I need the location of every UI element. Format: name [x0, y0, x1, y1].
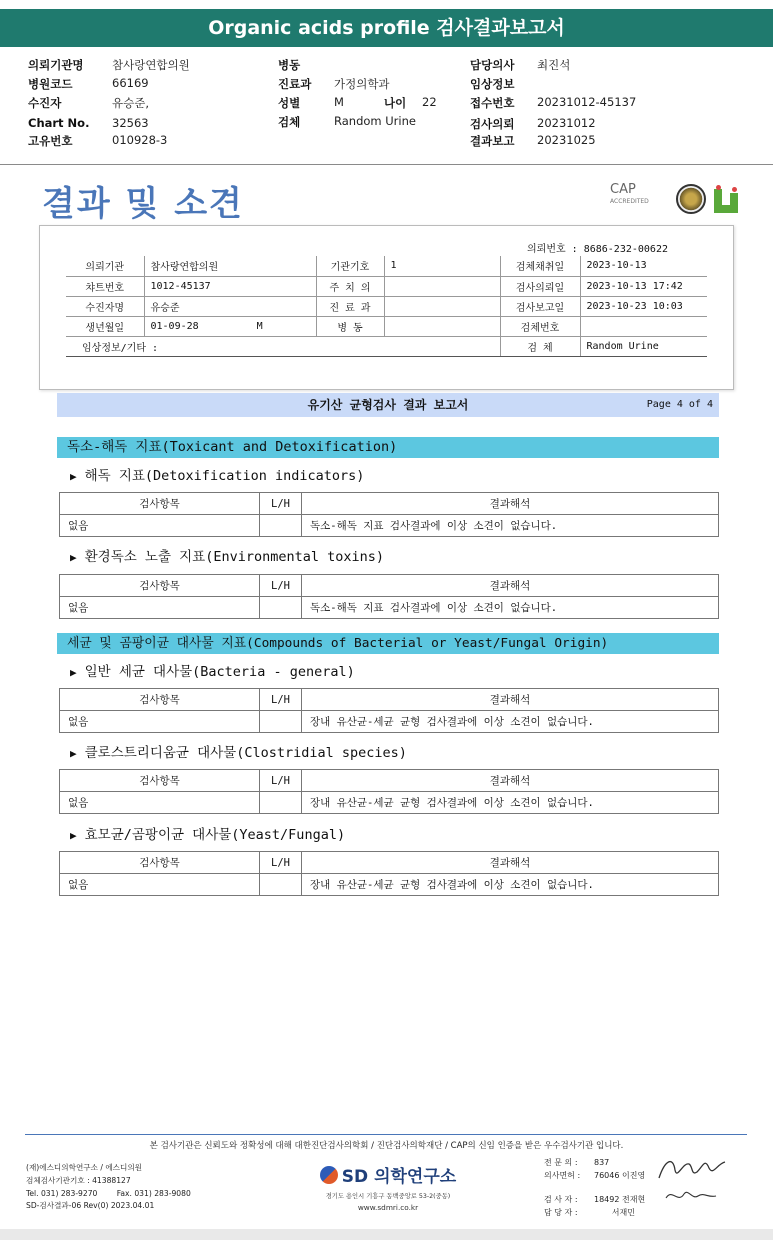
footer-staff [544, 1157, 645, 1219]
lh-cell [260, 874, 302, 896]
sub-section-title [70, 464, 364, 484]
footer-url: www.sdmri.co.kr [357, 1203, 419, 1212]
header-value: 20231012 [537, 116, 596, 130]
result-table [59, 492, 719, 537]
cap-sub-text: ACCREDITED [610, 198, 649, 205]
sd-logo [318, 1162, 458, 1187]
staff-value: 837 [594, 1158, 610, 1167]
footer-note: 본 검사기관은 신뢰도와 정확성에 대해 대한진단검사의학회 / 진단검사의학재단 / CAP의 신임 인증을 받은 우수검사기관 입니다. [149, 1141, 624, 1151]
header-label: 검사의뢰 [470, 117, 515, 131]
col-header: L/H [260, 493, 302, 515]
header-label: 의뢰기관명 [28, 58, 84, 72]
signature-2-icon [662, 1184, 722, 1206]
header-label: 병원코드 [28, 77, 73, 91]
col-header: 검사항목 [60, 493, 260, 515]
staff-value: 서재민 [594, 1207, 635, 1217]
info-row [66, 336, 707, 356]
lh-cell [260, 711, 302, 733]
signature-1-icon [655, 1152, 730, 1186]
clinical-info: 임상정보/기타 : [66, 336, 500, 356]
info-key: 검사보고일 [500, 296, 580, 316]
col-header: 결과해석 [302, 770, 719, 792]
header-label: 결과보고 [470, 134, 515, 148]
result-cell: 독소-해독 지표 검사결과에 이상 소견이 없습니다. [302, 515, 719, 537]
col-header: 검사항목 [60, 689, 260, 711]
lab-logo-icon [714, 185, 740, 213]
info-value: 참사랑연합의원 [144, 256, 316, 276]
sub-section-label: 해독 지표(Detoxification indicators) [84, 468, 365, 484]
header-label: 나이 [384, 96, 407, 110]
cap-logo-icon [610, 184, 668, 214]
col-header: L/H [260, 770, 302, 792]
result-heading: 결과 및 소견 [42, 184, 244, 224]
col-header: 검사항목 [60, 770, 260, 792]
footer-line: 검체검사기관기호 : 41388127 [26, 1175, 131, 1185]
triangle-icon: ▶ [70, 829, 77, 842]
brand-name: SD 의학연구소 [341, 1167, 457, 1187]
section-bar: 독소-해독 지표(Toxicant and Detoxification) [57, 437, 719, 458]
staff-row [544, 1194, 645, 1207]
footer-divider [25, 1134, 747, 1135]
staff-value: 18492 전재현 [594, 1195, 646, 1204]
result-table [59, 688, 719, 733]
header-label: 담당의사 [470, 58, 515, 72]
lh-cell [260, 515, 302, 537]
info-value: 유승준 [144, 296, 316, 316]
table-row [60, 792, 719, 814]
header-label: 접수번호 [470, 96, 515, 110]
info-value: 2023-10-23 10:03 [580, 296, 707, 316]
footer-line: (재)에스디의학연구소 / 에스디의원 [26, 1163, 143, 1172]
header-value: 유승준, [112, 96, 149, 110]
report-banner-title: 유기산 균형검사 결과 보고서 [307, 398, 469, 412]
info-row [66, 296, 707, 316]
report-banner [57, 393, 719, 417]
header-label: Chart No. [28, 116, 90, 130]
col-header: 결과해석 [302, 575, 719, 597]
header-value: 66169 [112, 76, 149, 90]
divider [0, 164, 773, 165]
header-value: 참사랑연합의원 [112, 58, 190, 72]
col-header: 검사항목 [60, 852, 260, 874]
info-value [384, 296, 500, 316]
staff-key: 전 문 의 : [544, 1158, 578, 1167]
result-cell: 장내 유산균-세균 균형 검사결과에 이상 소견이 없습니다. [302, 711, 719, 733]
staff-row [544, 1207, 645, 1220]
info-key: 진 료 과 [316, 296, 384, 316]
info-row [66, 316, 707, 336]
info-key: 검체채취일 [500, 256, 580, 276]
staff-key: 의사면허 : [544, 1170, 581, 1180]
info-key: 병 동 [316, 316, 384, 336]
header-value: 010928-3 [112, 133, 168, 147]
info-value [580, 316, 707, 336]
header-label: 진료과 [278, 77, 312, 91]
info-key: 챠트번호 [66, 276, 144, 296]
header-label: 수진자 [28, 96, 62, 110]
col-header: 결과해석 [302, 852, 719, 874]
info-key: 생년월일 [66, 316, 144, 336]
triangle-icon: ▶ [70, 470, 77, 483]
staff-row [544, 1157, 645, 1170]
item-cell: 없음 [60, 711, 260, 733]
header-value: 20231012-45137 [537, 95, 637, 109]
staff-row [544, 1182, 645, 1194]
header-label: 검체 [278, 115, 301, 129]
header-label: 고유번호 [28, 134, 73, 148]
item-cell: 없음 [60, 792, 260, 814]
header-value: 가정의학과 [334, 77, 390, 91]
info-row [66, 276, 707, 296]
triangle-icon: ▶ [70, 666, 77, 679]
col-header: L/H [260, 852, 302, 874]
col-header: L/H [260, 575, 302, 597]
info-key: 검체번호 [500, 316, 580, 336]
header-label: 임상정보 [470, 77, 515, 91]
footer-brand [318, 1162, 458, 1212]
header-value: 32563 [112, 116, 149, 130]
triangle-icon: ▶ [70, 551, 77, 564]
table-row [60, 597, 719, 619]
result-cell: 장내 유산균-세균 균형 검사결과에 이상 소견이 없습니다. [302, 874, 719, 896]
accreditation-logos [610, 184, 740, 214]
info-key: 주 치 의 [316, 276, 384, 296]
header-value: 최진석 [537, 58, 571, 72]
staff-value: 76046 이진영 [594, 1170, 646, 1180]
header-label: 성별 [278, 96, 301, 110]
page-indicator: Page 4 of 4 [646, 399, 713, 410]
birthdate: 01-09-28 [150, 320, 199, 332]
result-table [59, 851, 719, 896]
gender: M [256, 320, 263, 332]
result-cell: 독소-해독 지표 검사결과에 이상 소견이 없습니다. [302, 597, 719, 619]
info-value: 1 [384, 256, 500, 276]
sub-section-label: 효모균/곰팡이균 대사물(Yeast/Fungal) [84, 827, 346, 843]
info-key: 기관기호 [316, 256, 384, 276]
header-value: Random Urine [334, 114, 416, 128]
header-value: M [334, 95, 344, 109]
info-key: 의뢰기관 [66, 256, 144, 276]
cap-logo-text: CAP [610, 182, 636, 197]
sub-section-label: 클로스트리디움균 대사물(Clostridial species) [84, 745, 407, 761]
item-cell: 없음 [60, 874, 260, 896]
sub-section-label: 환경독소 노출 지표(Environmental toxins) [84, 549, 385, 565]
header-value: 20231025 [537, 133, 596, 147]
request-number: 의뢰번호 : 8686-232-00622 [527, 244, 668, 255]
section-bar: 세균 및 곰팡이균 대사물 지표(Compounds of Bacterial or Yeast/Fungal Origin) [57, 633, 719, 654]
info-value: 1012-45137 [144, 276, 316, 296]
page-bottom-bar [0, 1229, 773, 1240]
staff-key [544, 1182, 594, 1194]
col-header: 결과해석 [302, 689, 719, 711]
sd-logo-icon [320, 1166, 338, 1184]
table-row [60, 515, 719, 537]
sub-section-title [70, 545, 384, 565]
header-label: 병동 [278, 58, 301, 72]
sub-section-title [70, 823, 345, 843]
result-table [59, 769, 719, 814]
item-cell: 없음 [60, 515, 260, 537]
sub-section-title [70, 660, 355, 680]
lh-cell [260, 792, 302, 814]
seal-logo-icon [676, 184, 706, 214]
sub-section-title [70, 741, 407, 761]
info-value: 2023-10-13 [580, 256, 707, 276]
staff-key: 담 당 자 : [544, 1207, 578, 1217]
patient-info-table [66, 256, 707, 357]
info-key: 수진자명 [66, 296, 144, 316]
result-table [59, 574, 719, 619]
footer-address: 경기도 용인시 기흥구 동백중앙로 53-2(중동) [325, 1193, 451, 1200]
staff-row [544, 1170, 645, 1183]
footer-line: Tel. 031) 283-9270 Fax. 031) 283-9080 [26, 1188, 191, 1198]
info-key: 검 체 [500, 336, 580, 356]
lh-cell [260, 597, 302, 619]
result-cell: 장내 유산균-세균 균형 검사결과에 이상 소견이 없습니다. [302, 792, 719, 814]
table-row [60, 711, 719, 733]
info-row [66, 256, 707, 276]
item-cell: 없음 [60, 597, 260, 619]
footer-lab-info [26, 1162, 191, 1213]
info-value: 2023-10-13 17:42 [580, 276, 707, 296]
triangle-icon: ▶ [70, 747, 77, 760]
col-header: 검사항목 [60, 575, 260, 597]
info-value [384, 276, 500, 296]
info-value [144, 316, 316, 336]
col-header: 결과해석 [302, 493, 719, 515]
specimen-value: Random Urine [580, 336, 707, 356]
report-title: Organic acids profile 검사결과보고서 [0, 9, 773, 47]
sub-section-label: 일반 세균 대사물(Bacteria - general) [84, 664, 355, 680]
info-key: 검사의뢰일 [500, 276, 580, 296]
col-header: L/H [260, 689, 302, 711]
staff-key: 검 사 자 : [544, 1195, 578, 1204]
header-value: 22 [422, 95, 437, 109]
footer-line: SD-검사결과-06 Rev(0) 2023.04.01 [26, 1201, 155, 1211]
info-value [384, 316, 500, 336]
table-row [60, 874, 719, 896]
